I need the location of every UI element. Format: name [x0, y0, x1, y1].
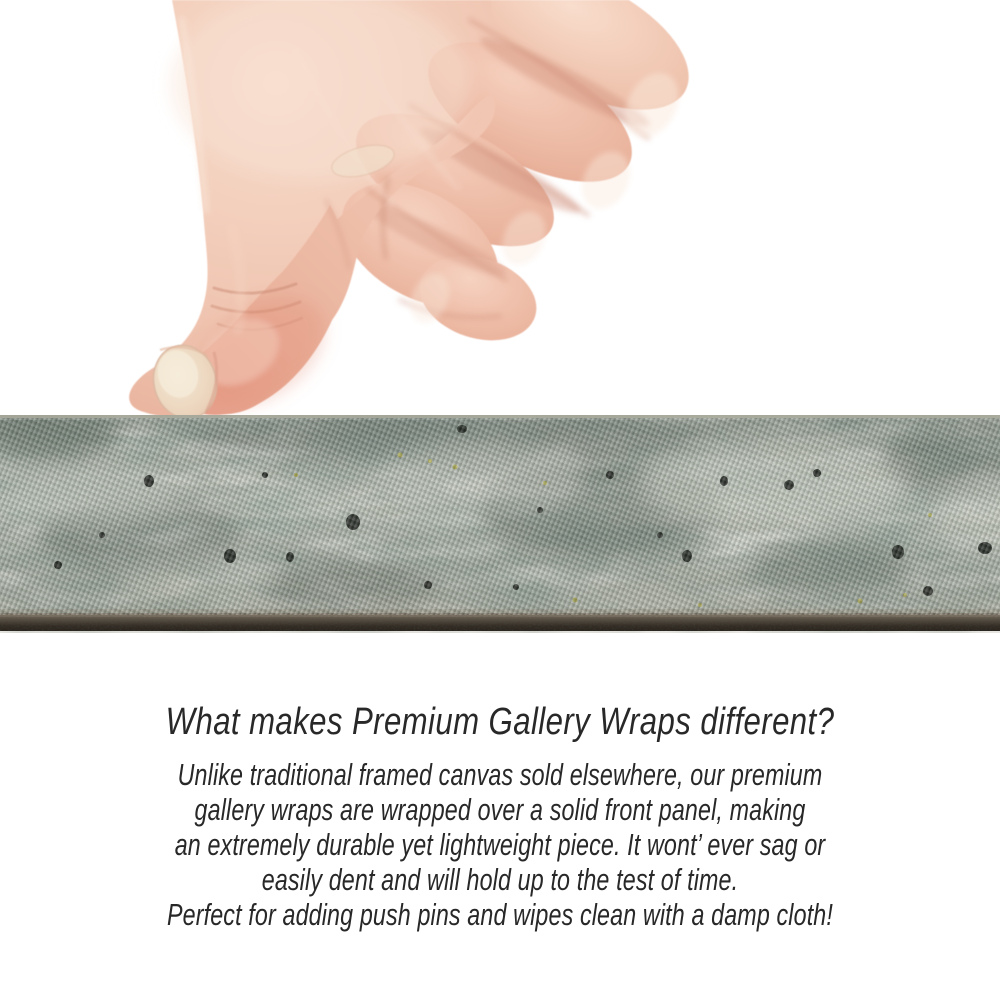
canvas-edge-photo	[0, 415, 1000, 633]
canvas-weave-texture	[0, 418, 1000, 615]
body-line-2: gallery wraps are wrapped over a solid front panel, making	[194, 792, 806, 827]
body-copy	[0, 757, 1000, 932]
section-heading: What makes Premium Gallery Wraps different?	[165, 701, 835, 743]
hand-photo	[0, 0, 1000, 420]
marketing-copy	[0, 700, 1000, 932]
body-line-3: an extremely durable yet lightweight piece. It wont’ ever sag or	[174, 827, 826, 862]
body-line-1: Unlike traditional framed canvas sold elsewhere, our premium	[177, 757, 823, 792]
body-line-4: easily dent and will hold up to the test of time.	[261, 862, 739, 897]
body-line-5: Perfect for adding push pins and wipes clean with a damp cloth!	[166, 897, 833, 932]
